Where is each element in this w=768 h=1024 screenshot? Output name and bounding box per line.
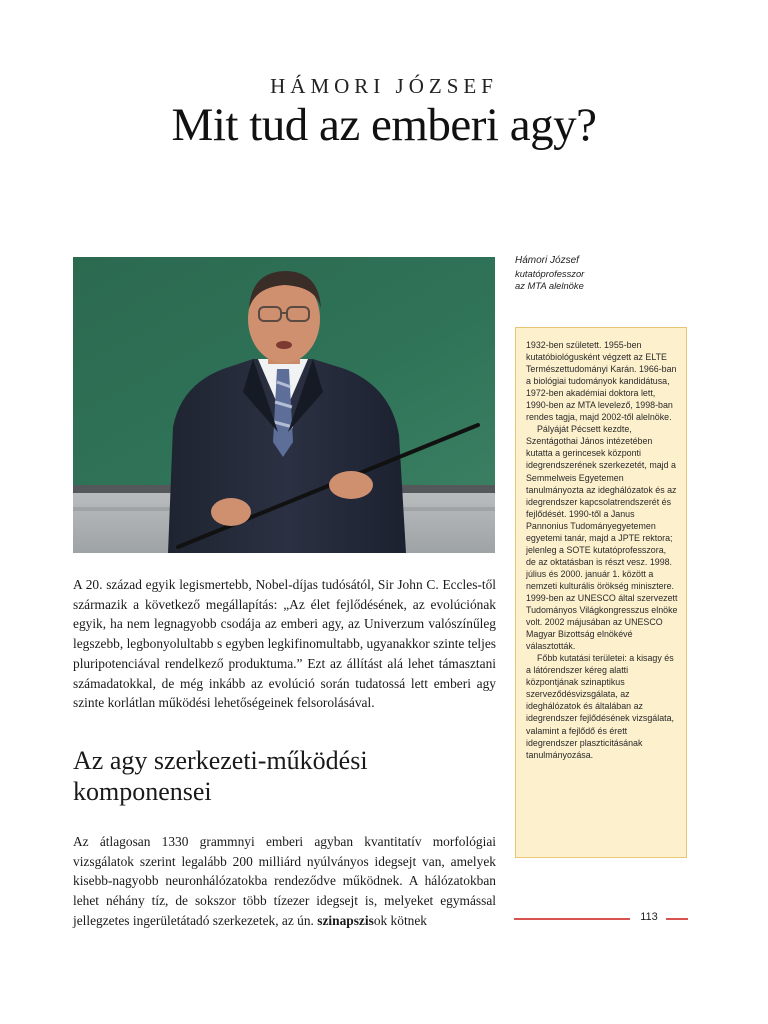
folio-rule-left [514,918,630,920]
section-body-paragraph [73,832,496,931]
portrait-illustration [73,257,495,553]
caption-name: Hámori József [515,255,579,266]
photo-caption [515,255,685,292]
folio-rule-right [666,918,688,920]
biography-box [515,327,687,858]
article-title: Mit tud az emberi agy? [171,99,597,151]
portrait-photo [73,257,495,553]
bio-paragraph-1: 1932-ben született. 1955-ben kutatóbiológusként végzett az ELTE Természettudományi Karán. 1966-ban a biológiai tudományok kandidátusa, 1972-ben akadémiai doktora lett, 1990-ben az MTA levelező, 1998-ban rendes tagja, majd 2002-től alelnöke. [526,340,677,423]
bold-term: szinapszis [317,912,374,928]
section-body-text-continued: ok kötnek [373,912,427,928]
intro-paragraph: A 20. század egyik legismertebb, Nobel-díjas tudósától, Sir John C. Eccles-től származik a következő megállapítás: „Az élet fejlődésének, az evolúciónak egyik, ha nem legnagyobb csodája az emberi agy, az Univerzum valószínűleg legszebb, legbonyolultabb s egyben legkifinomultabb, ugyanakkor szinte teljes pluripotenciával rendelkező produktuma.” Ezt az állítást alá lehet támasztani számadatokkal, de még inkább az evolúció során tudatossá lett emberi agy szinte korlátlan működési lehetőségeinek felsorolásával. [73,577,496,711]
page-folio [514,910,688,926]
caption-role-line2: az MTA alelnöke [515,280,584,291]
bio-paragraph-2: Pályáját Pécsett kezdte, Szentágothai János intézetében kutatta a gerincesek központi idegrendszerének szerkezetét, majd a Semmelweis Egyetemen tanulmányozta az ideghálózatok és az idegrendszer kapcsolatrendszerét és fejlődését. 1990-től a Janus Pannonius Tudományegyetemen egyetemi tanár, majd a JPTE rektora; jelenleg a SOTE kutatóprofesszora, de az oktatásban is részt vesz. 1998. július és 2000. január 1. között a nemzeti kulturális örökség minisztere. 1999-ben az UNESCO által szervezett Tudományos Világkongresszus elnöke volt. 2002 májusában az UNESCO Magyar Bizottság elnökévé választották. [526,424,678,652]
caption-role-line1: kutatóprofesszor [515,268,585,279]
bio-paragraph-3: Főbb kutatási területei: a kisagy és a látórendszer kéreg alatti központjának szinaptikus szerveződésvizsgálata, az ideghálózatok és általában az idegrendszer fejlődésének vizsgálata, valamint a fejlődő és érett idegrendszer plaszticitásának tanulmányozása. [526,653,675,760]
author-kicker: HÁMORI JÓZSEF [270,74,498,98]
page-number: 113 [640,911,658,923]
section-body-text: Az átlagosan 1330 grammnyi emberi agyban kvantitatív morfológiai vizsgálatok szerint legalább 200 milliárd nyúlványos idegsejt van, amelyek kisebb-nagyobb neuronhálózatokba rendeződve működnek. A hálózatokban lehet néhány tíz, de sokszor több tízezer idegsejt is, melyeket egymással jellegzetes ingerületátadó szerkezetek, az ún. [73,834,496,928]
section-heading: Az agy szerkezeti-működési komponensei [73,746,368,806]
